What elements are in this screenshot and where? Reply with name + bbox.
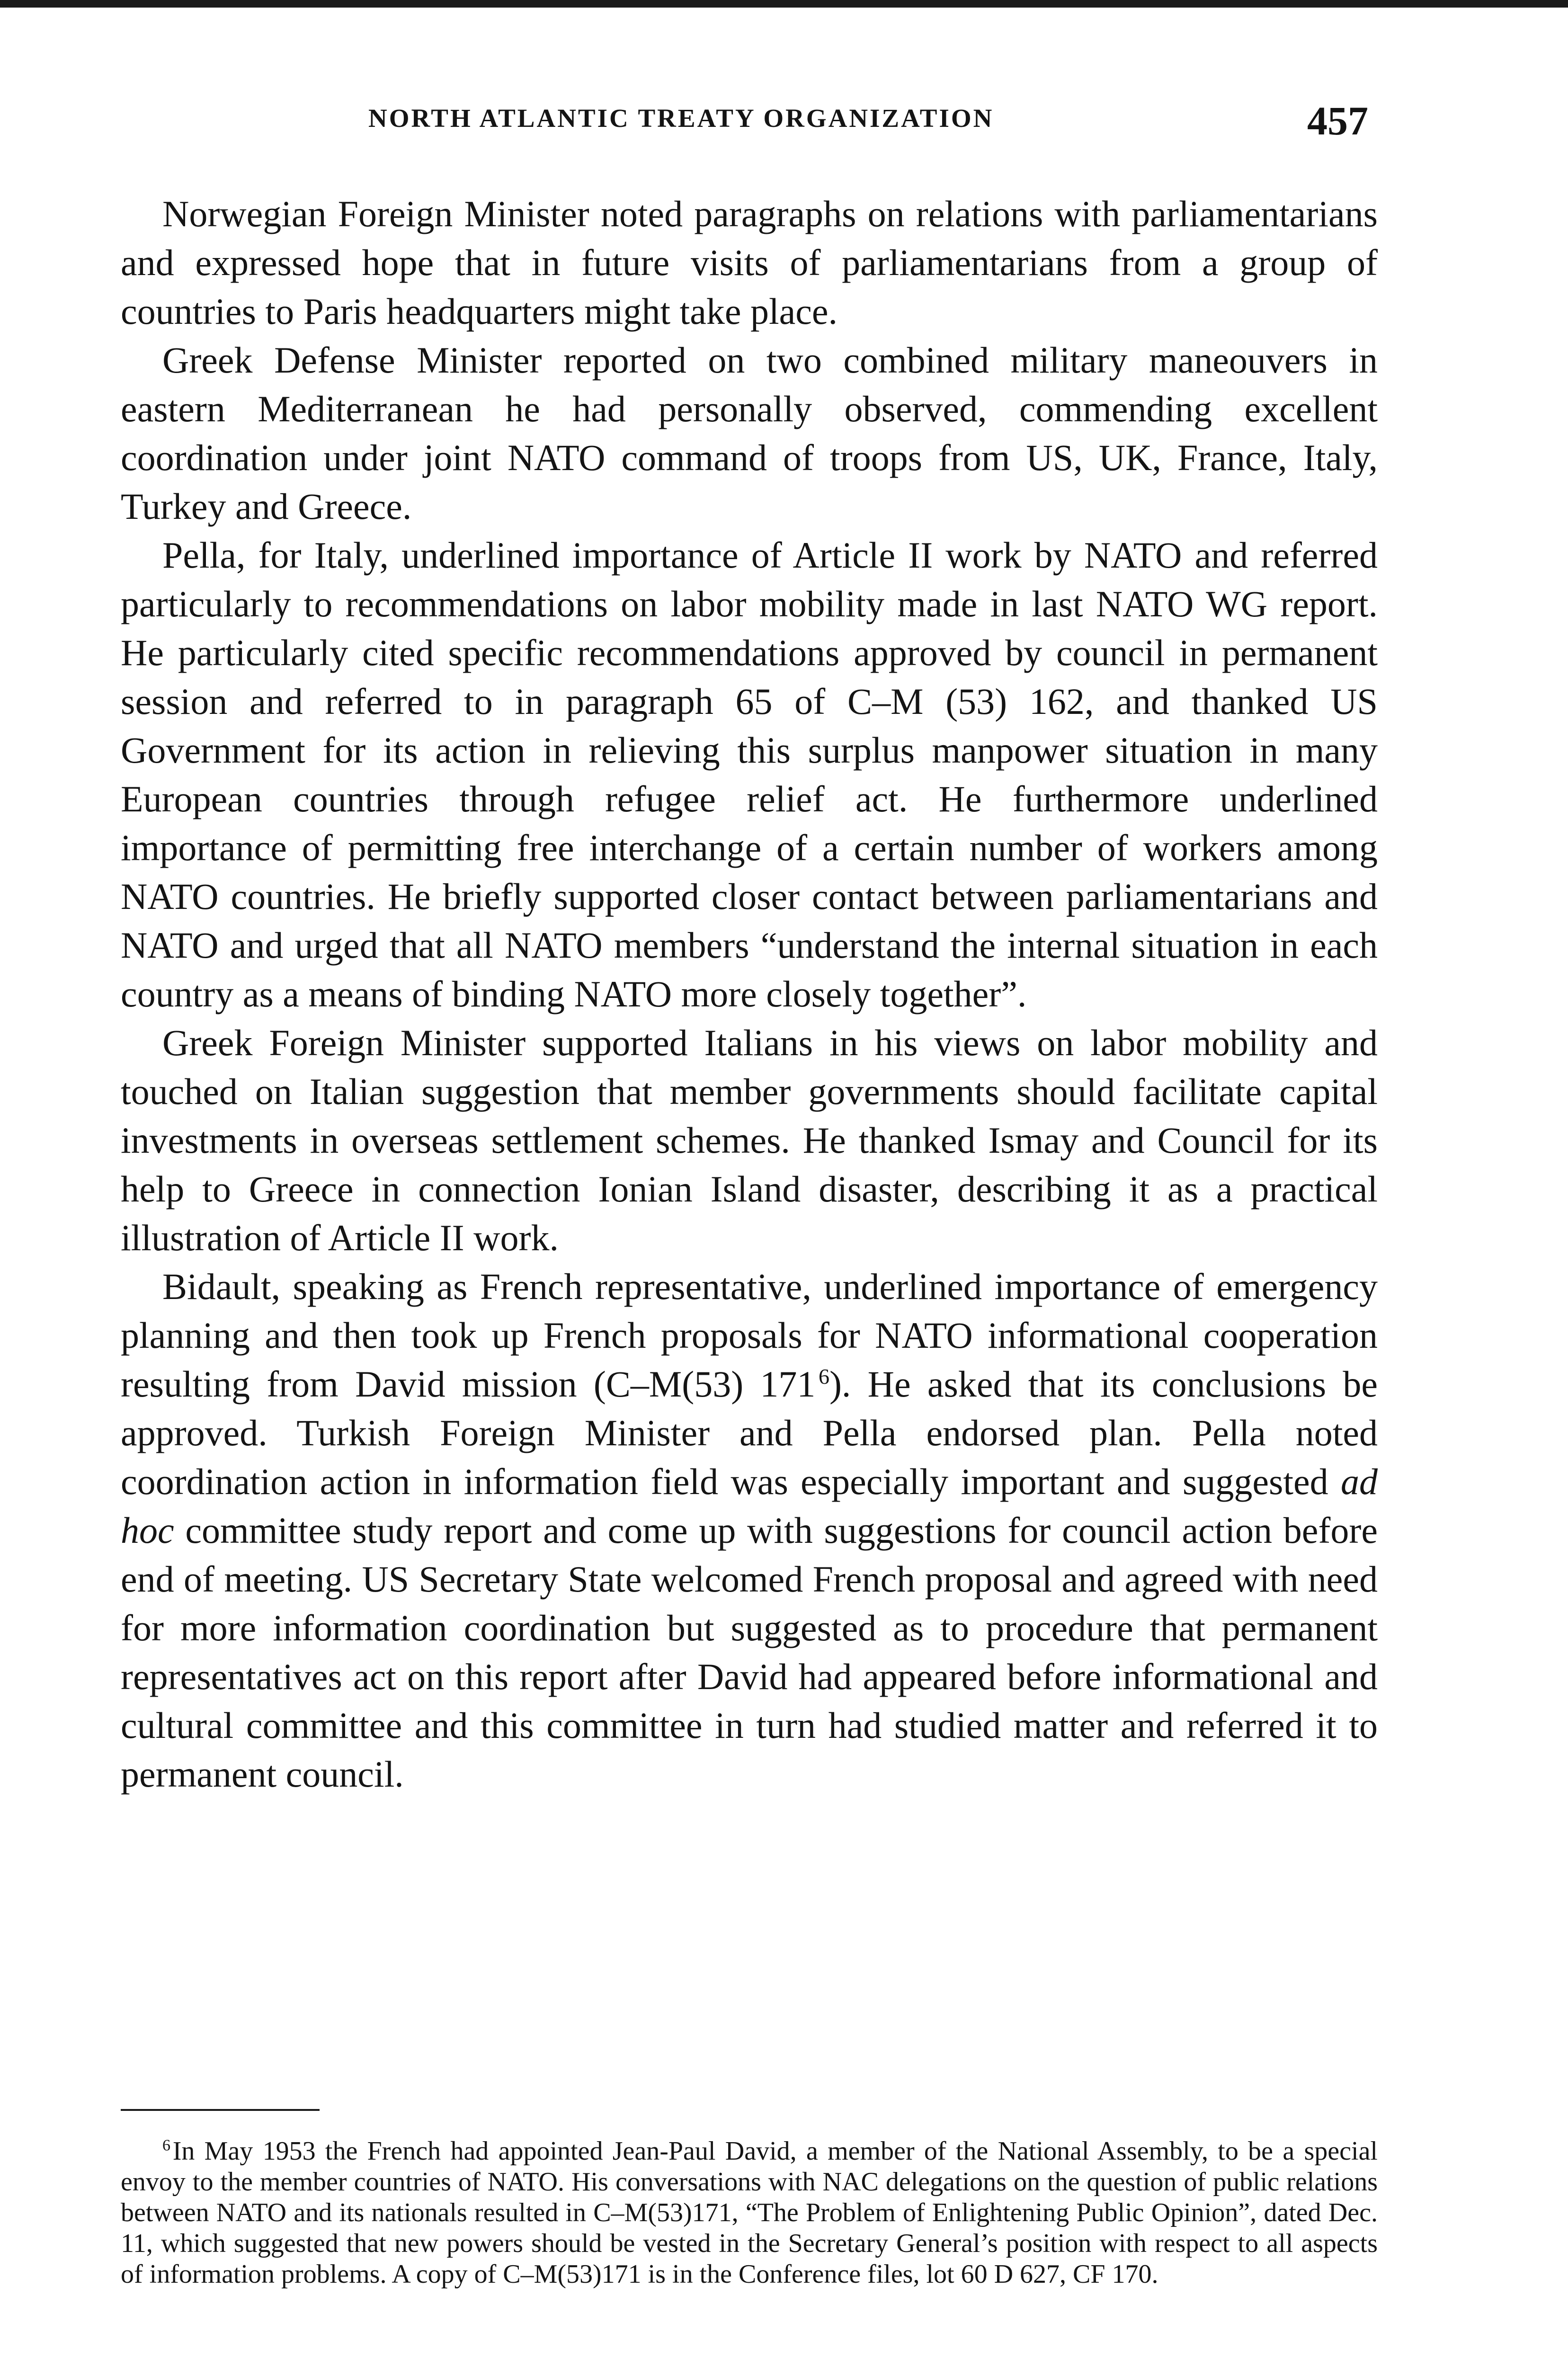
footnote-text: In May 1953 the French had appointed Jean-Paul David, a member of the National Assembly, to be a special envoy to the member countries of NATO. His conversations with NAC delegations on the question of public relations between NATO and its nationals resulted in C–M(53)171, “The Problem of Enlightening Public Opinion”, dated Dec. 11, which suggested that new powers should be vested in the Secretary General’s position with respect to all aspects of information problems. A copy of C–M(53)171 is in the Conference files, lot 60 D 627, CF 170. [121,2136,1378,2289]
footnote-marker: 6 [162,2136,170,2154]
paragraph-bidault-part-c: committee study report and come up with suggestions for council action before end of meeting. US Secretary State welcomed French proposal and agreed with need for more information coordination but suggested as to procedure that permanent representatives act on this report after David had appeared before informational and cultural committee and this committee in turn had studied matter and referred it to permanent council. [121,1510,1378,1795]
paragraph-bidault-part-a: Bidault, speaking as French representative, underlined importance of emergency planning and then took up French proposals for NATO informational cooperation resulting from David mission (C–M(53) 171 [121,1266,1378,1405]
paragraph-norwegian-minister: Norwegian Foreign Minister noted paragraphs on relations with parliamentarians and expressed hope that in future visits of parliamentarians from a group of countries to Paris headquarters might take place. [121,193,1378,332]
footnote-reference: 6 [818,1364,829,1388]
paragraph-pella-italy: Pella, for Italy, underlined importance of Article II work by NATO and referred particularly to recommendations on labor mobility made in last NATO WG report. He particularly cited specific recommendations approved by council in permanent session and referred to in paragraph 65 of C–M (53) 162, and thanked US Government for its action in relieving this surplus manpower situation in many European countries through refugee relief act. He furthermore underlined importance of permitting free interchange of a certain number of workers among NATO countries. He briefly supported closer contact between parliamentarians and NATO and urged that all NATO members “understand the internal situation in each country as a means of binding NATO more closely together”. [121,534,1378,1014]
body-text [121,189,1378,1798]
running-head: NORTH ATLANTIC TREATY ORGANIZATION [368,104,994,133]
paragraph-greek-defense-minister: Greek Defense Minister reported on two combined military maneouvers in eastern Mediterranean he had personally observed, commending excellent coordination under joint NATO command of troops from US, UK, France, Italy, Turkey and Greece. [121,339,1378,527]
paragraph-greek-foreign-minister: Greek Foreign Minister supported Italians in his views on labor mobility and touched on Italian suggestion that member governments should facilitate capital investments in overseas settlement schemes. He thanked Ismay and Council for its help to Greece in connection Ionian Island disaster, describing it as a practical illustration of Article II work. [121,1022,1378,1258]
top-border-rule [0,0,1568,8]
paragraph-bidault-part-b: ). He asked that its conclusions be approved. Turkish Foreign Minister and Pella endorsed plan. Pella noted coordination action in information field was especially important and suggested [121,1363,1378,1502]
page-number: 457 [1307,98,1368,143]
paragraph-bidault [121,1262,1378,1798]
italic-term: ad hoc [121,1461,1378,1551]
footnote [121,2136,1378,2290]
footnote-divider [121,2109,320,2111]
